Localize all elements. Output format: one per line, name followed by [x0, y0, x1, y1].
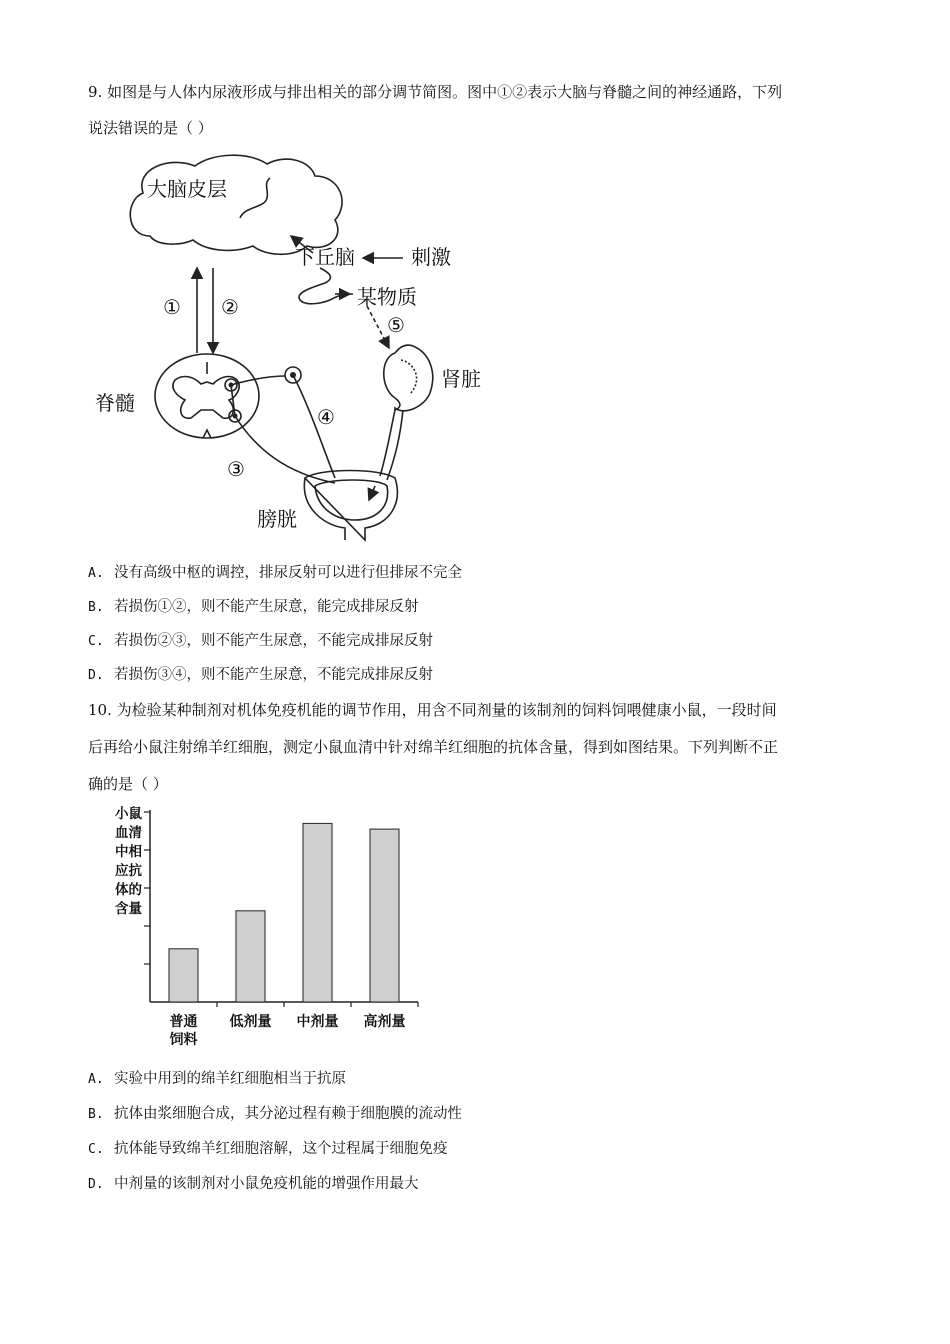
- option-text: 抗体由浆细胞合成，其分泌过程有赖于细胞膜的流动性: [114, 1106, 462, 1122]
- option-label: D.: [88, 1177, 104, 1192]
- q10-stem-line3: 确的是（ ）: [88, 775, 168, 793]
- q10-stem-line2: 后再给小鼠注射绵羊红细胞，测定小鼠血清中针对绵羊红细胞的抗体含量，得到如图结果。下列判断不正: [88, 738, 779, 756]
- y-axis-label: 中相: [115, 844, 142, 860]
- option-label: C.: [88, 1142, 104, 1157]
- x-tick-label: 中剂量: [296, 1014, 339, 1030]
- x-tick-label: 普通: [169, 1014, 198, 1030]
- y-axis-label: 含量: [115, 901, 142, 917]
- pituitary-shape: [299, 268, 353, 304]
- option-label: B.: [88, 600, 104, 615]
- bar: [370, 829, 399, 1002]
- kidney-outline: [384, 345, 433, 411]
- q10-option-a[interactable]: [88, 1069, 346, 1090]
- q10-option-c[interactable]: [88, 1139, 448, 1160]
- option-label: C.: [88, 634, 104, 649]
- option-text: 中剂量的该制剂对小鼠免疫机能的增强作用最大: [114, 1176, 419, 1192]
- option-text: 若损伤①②，则不能产生尿意，能完成排尿反射: [114, 599, 419, 615]
- y-axis-label: 小鼠: [115, 806, 142, 822]
- q10-stem-line1: 10. 为检验某种制剂对机体免疫机能的调节作用，用含不同剂量的该制剂的饲料饲喂健康小鼠，一段时间: [88, 701, 777, 719]
- option-label: B.: [88, 1107, 104, 1122]
- option-label: D.: [88, 668, 104, 683]
- y-axis-label: 体的: [115, 882, 142, 898]
- label-substance: 某物质: [357, 285, 417, 309]
- option-text: 实验中用到的绵羊红细胞相当于抗原: [114, 1071, 346, 1087]
- label-num-1: ①: [163, 295, 181, 319]
- label-spinal-cord: 脊髓: [95, 391, 135, 415]
- label-num-5: ⑤: [387, 313, 405, 337]
- option-text: 没有高级中枢的调控，排尿反射可以进行但排尿不完全: [114, 565, 462, 581]
- brain-outline: [130, 155, 342, 254]
- q9-option-b[interactable]: [88, 597, 419, 618]
- bar: [236, 911, 265, 1002]
- q9-stem-line1: 9. 如图是与人体内尿液形成与排出相关的部分调节简图。图中①②表示大脑与脊髓之间的神经通路，下列: [88, 83, 783, 101]
- q9-stem-line2: 说法错误的是（ ）: [88, 119, 213, 137]
- q10-option-b[interactable]: [88, 1104, 462, 1125]
- pathway-5-arrow: [367, 306, 389, 348]
- label-num-4: ④: [317, 405, 335, 429]
- x-tick-label: 低剂量: [229, 1014, 272, 1030]
- q9-option-a[interactable]: [88, 563, 462, 584]
- q10-option-d[interactable]: [88, 1174, 419, 1195]
- option-text: 抗体能导致绵羊红细胞溶解，这个过程属于细胞免疫: [114, 1141, 448, 1157]
- label-num-2: ②: [221, 295, 239, 319]
- label-bladder: 膀胱: [257, 507, 297, 531]
- q9-figure: [95, 148, 515, 543]
- label-num-3: ③: [227, 457, 245, 481]
- bladder-outline: [304, 471, 397, 541]
- x-tick-label: 高剂量: [363, 1014, 406, 1030]
- option-label: A.: [88, 566, 104, 581]
- q9-option-d[interactable]: [88, 665, 433, 686]
- bar: [169, 949, 198, 1002]
- bar: [303, 823, 332, 1002]
- y-axis-label: 应抗: [115, 863, 142, 879]
- y-axis-label: 血清: [115, 825, 142, 841]
- option-text: 若损伤②③，则不能产生尿意，不能完成排尿反射: [114, 633, 433, 649]
- q9-option-c[interactable]: [88, 631, 433, 652]
- label-kidney: 肾脏: [441, 367, 481, 391]
- option-label: A.: [88, 1072, 104, 1087]
- label-stimulus: 刺激: [411, 245, 451, 269]
- q10-bar-chart: [115, 802, 435, 1057]
- label-hypothalamus: 下丘脑: [295, 245, 355, 269]
- x-tick-label: 饲料: [169, 1032, 198, 1048]
- option-text: 若损伤③④，则不能产生尿意，不能完成排尿反射: [114, 667, 433, 683]
- label-brain-cortex: 大脑皮层: [147, 177, 227, 201]
